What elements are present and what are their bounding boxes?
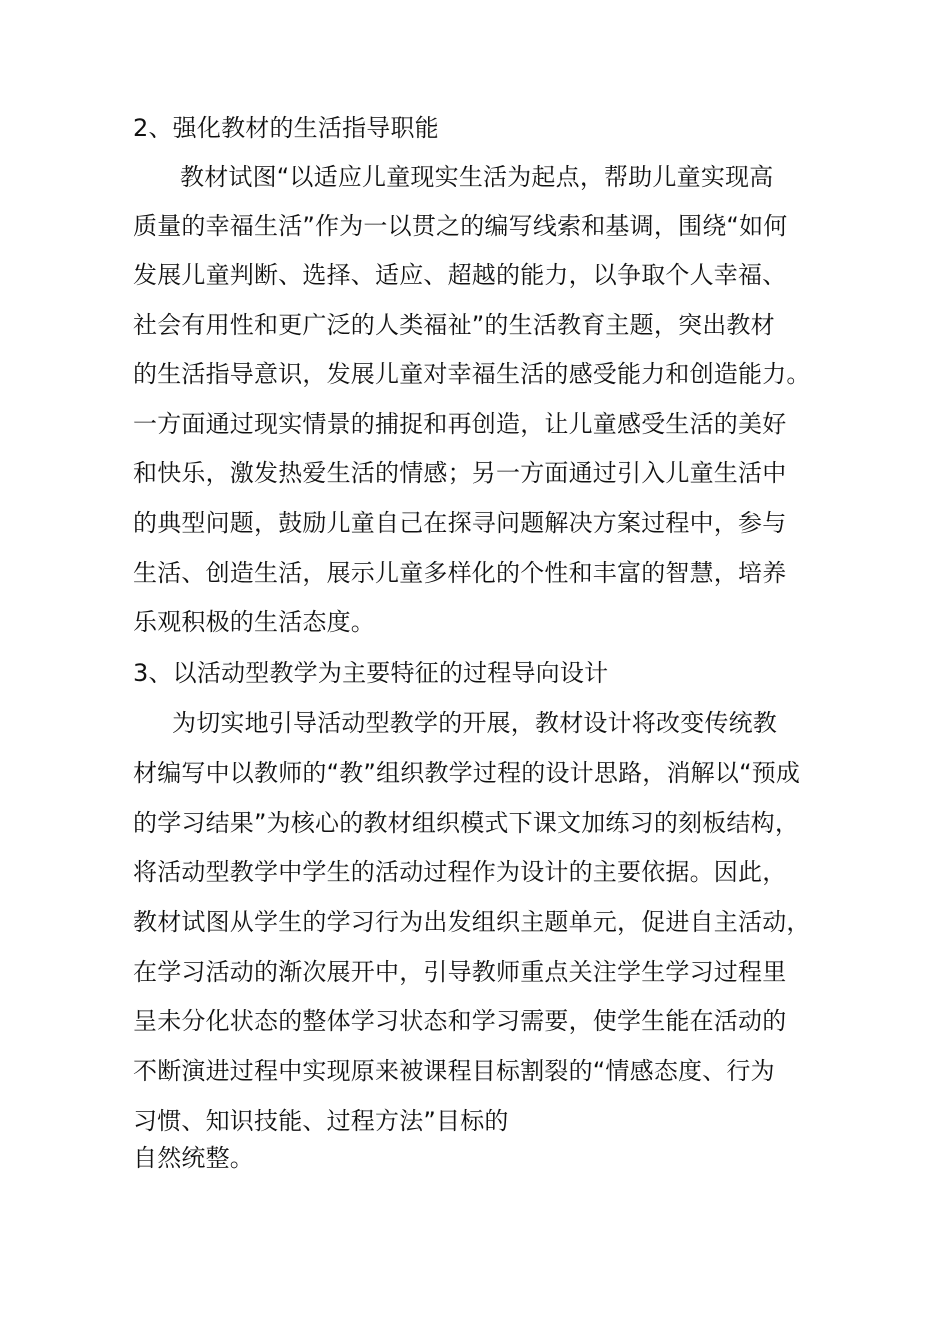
paragraph-line: 生活、创造生活，展示儿童多样化的个性和丰富的智慧，培养 bbox=[133, 559, 787, 587]
paragraph-line: 的生活指导意识，发展儿童对幸福生活的感受能力和创造能力。 bbox=[133, 360, 811, 388]
section-heading-3: 3、以活动型教学为主要特征的过程导向设计 bbox=[133, 659, 609, 687]
paragraph-line: 和快乐，激发热爱生活的情感；另一方面通过引入儿童生活中 bbox=[133, 459, 787, 487]
paragraph-line: 材编写中以教师的“教”组织教学过程的设计思路，消解以“预成 bbox=[133, 759, 801, 787]
paragraph-line: 的典型问题，鼓励儿童自己在探寻问题解决方案过程中，参与 bbox=[133, 509, 787, 537]
paragraph-line: 不断演进过程中实现原来被课程目标割裂的“情感态度、行为 bbox=[133, 1057, 775, 1085]
paragraph-line: 质量的幸福生活”作为一以贯之的编写线索和基调，围绕“如何 bbox=[133, 212, 788, 240]
paragraph-line: 习惯、知识技能、过程方法”目标的 bbox=[133, 1107, 509, 1135]
section-heading-2: 2、强化教材的生活指导职能 bbox=[133, 114, 439, 142]
paragraph-line: 发展儿童判断、选择、适应、超越的能力，以争取个人幸福、 bbox=[133, 261, 787, 289]
paragraph-line: 的学习结果”为核心的教材组织模式下课文加练习的刻板结构， bbox=[133, 809, 800, 837]
paragraph-line: 自然统整。 bbox=[133, 1144, 254, 1172]
paragraph-line: 一方面通过现实情景的捕捉和再创造，让儿童感受生活的美好 bbox=[133, 410, 787, 438]
paragraph-line: 社会有用性和更广泛的人类福祉”的生活教育主题，突出教材 bbox=[133, 311, 775, 339]
paragraph-line: 在学习活动的渐次展开中，引导教师重点关注学生学习过程里 bbox=[133, 958, 787, 986]
paragraph-line: 教材试图从学生的学习行为出发组织主题单元，促进自主活动， bbox=[133, 908, 811, 936]
paragraph-line: 将活动型教学中学生的活动过程作为设计的主要依据。因此， bbox=[133, 858, 787, 886]
paragraph-line: 教材试图“以适应儿童现实生活为起点，帮助儿童实现高 bbox=[180, 163, 774, 191]
paragraph-line: 为切实地引导活动型教学的开展，教材设计将改变传统教 bbox=[172, 709, 777, 737]
paragraph-line: 呈未分化状态的整体学习状态和学习需要，使学生能在活动的 bbox=[133, 1007, 787, 1035]
paragraph-line: 乐观积极的生活态度。 bbox=[133, 608, 375, 636]
